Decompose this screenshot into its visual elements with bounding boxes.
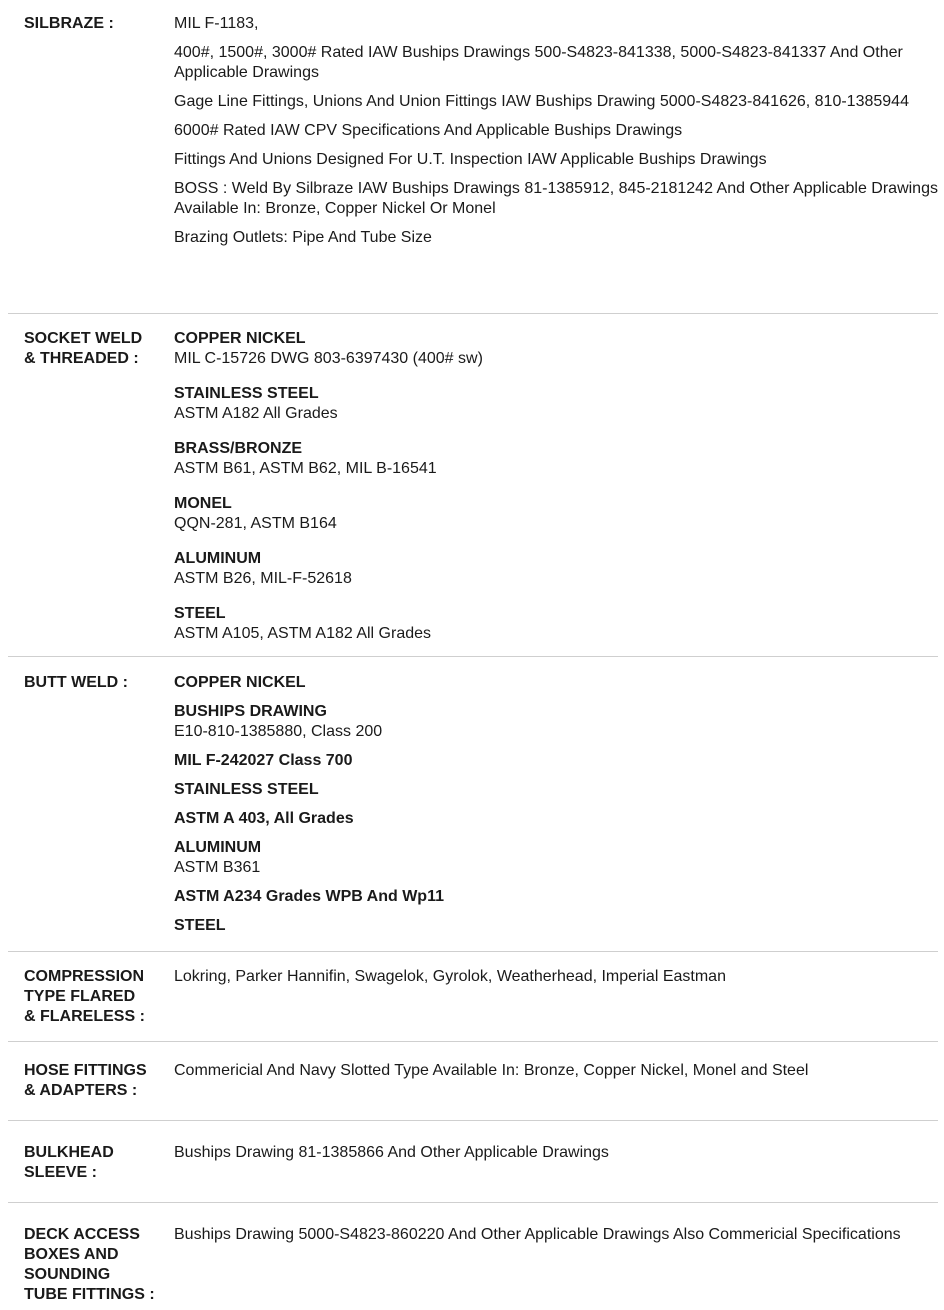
material-heading: MIL F-242027 Class 700 [174, 752, 353, 769]
section-content: Buships Drawing 81-1385866 And Other Applicable Drawings [174, 1144, 609, 1161]
material-entry [174, 751, 938, 771]
section-content [174, 14, 938, 257]
material-spec: MIL C-15726 DWG 803-6397430 (400# sw) [174, 350, 483, 367]
material-heading: STEEL [174, 917, 226, 934]
material-heading: MONEL [174, 495, 232, 512]
material-heading: ALUMINUM [174, 839, 262, 856]
section-divider [8, 656, 938, 657]
section-content: Buships Drawing 5000-S4823-860220 And Other Applicable Drawings Also Commericial Specifications [174, 1226, 901, 1243]
material-heading: COPPER NICKEL [174, 330, 306, 347]
material-spec: ASTM B26, MIL-F-52618 [174, 570, 352, 587]
section-label: COMPRESSION TYPE FLARED & FLARELESS : [24, 968, 145, 1025]
section-content: Lokring, Parker Hannifin, Swagelok, Gyrolok, Weatherhead, Imperial Eastman [174, 968, 726, 985]
material-spec: ASTM B61, ASTM B62, MIL B-16541 [174, 460, 437, 477]
section-label: SOCKET WELD & THREADED : [24, 330, 143, 367]
section-label: HOSE FITTINGS & ADAPTERS : [24, 1062, 147, 1099]
spec-line: BOSS : Weld By Silbraze IAW Buships Drawings 81-1385912, 845-2181242 And Other Applicable Drawings Available In: Bronze, Copper Nickel Or Monel [174, 180, 938, 217]
section-divider [8, 313, 938, 314]
section-content [174, 329, 938, 659]
material-entry [174, 780, 938, 800]
section-label: DECK ACCESS BOXES AND SOUNDING TUBE FITTINGS : [24, 1226, 155, 1303]
material-heading: STAINLESS STEEL [174, 385, 319, 402]
material-spec: ASTM B361 [174, 859, 261, 876]
material-heading: STEEL [174, 605, 226, 622]
material-heading: ASTM A234 Grades WPB And Wp11 [174, 888, 444, 905]
material-heading: ASTM A 403, All Grades [174, 810, 354, 827]
material-entry [174, 549, 938, 589]
material-spec: ASTM A182 All Grades [174, 405, 338, 422]
material-entry [174, 329, 938, 369]
spec-line: 6000# Rated IAW CPV Specifications And Applicable Buships Drawings [174, 122, 683, 139]
section-divider [8, 951, 938, 952]
section-divider [8, 1202, 938, 1203]
spec-line: Fittings And Unions Designed For U.T. Inspection IAW Applicable Buships Drawings [174, 151, 767, 168]
section-content: Commericial And Navy Slotted Type Available In: Bronze, Copper Nickel, Monel and Steel [174, 1062, 809, 1079]
section-divider [8, 1041, 938, 1042]
material-entry [174, 809, 938, 829]
section-label: BULKHEAD SLEEVE : [24, 1144, 114, 1181]
section-label: BUTT WELD : [24, 674, 128, 691]
material-entry [174, 702, 938, 742]
material-entry [174, 838, 938, 878]
section-label: SILBRAZE : [24, 15, 114, 32]
material-entry [174, 384, 938, 424]
material-spec: ASTM A105, ASTM A182 All Grades [174, 625, 432, 642]
spec-line: Brazing Outlets: Pipe And Tube Size [174, 229, 432, 246]
section-divider [8, 1120, 938, 1121]
material-spec: QQN-281, ASTM B164 [174, 515, 337, 532]
spec-line: Gage Line Fittings, Unions And Union Fittings IAW Buships Drawing 5000-S4823-841626, 810-1385944 [174, 93, 909, 110]
material-heading: STAINLESS STEEL [174, 781, 319, 798]
material-entry [174, 673, 938, 693]
spec-line: 400#, 1500#, 3000# Rated IAW Buships Drawings 500-S4823-841338, 5000-S4823-841337 And Other Applicable Drawings [174, 44, 903, 81]
material-heading: BRASS/BRONZE [174, 440, 303, 457]
material-entry [174, 916, 938, 936]
section-content [174, 673, 938, 945]
material-entry [174, 439, 938, 479]
material-heading: BUSHIPS DRAWING [174, 703, 327, 720]
material-heading: COPPER NICKEL [174, 674, 306, 691]
material-spec: E10-810-1385880, Class 200 [174, 723, 383, 740]
material-entry [174, 887, 938, 907]
spec-line: MIL F-1183, [174, 15, 259, 32]
material-entry [174, 604, 938, 644]
material-heading: ALUMINUM [174, 550, 262, 567]
material-entry [174, 494, 938, 534]
